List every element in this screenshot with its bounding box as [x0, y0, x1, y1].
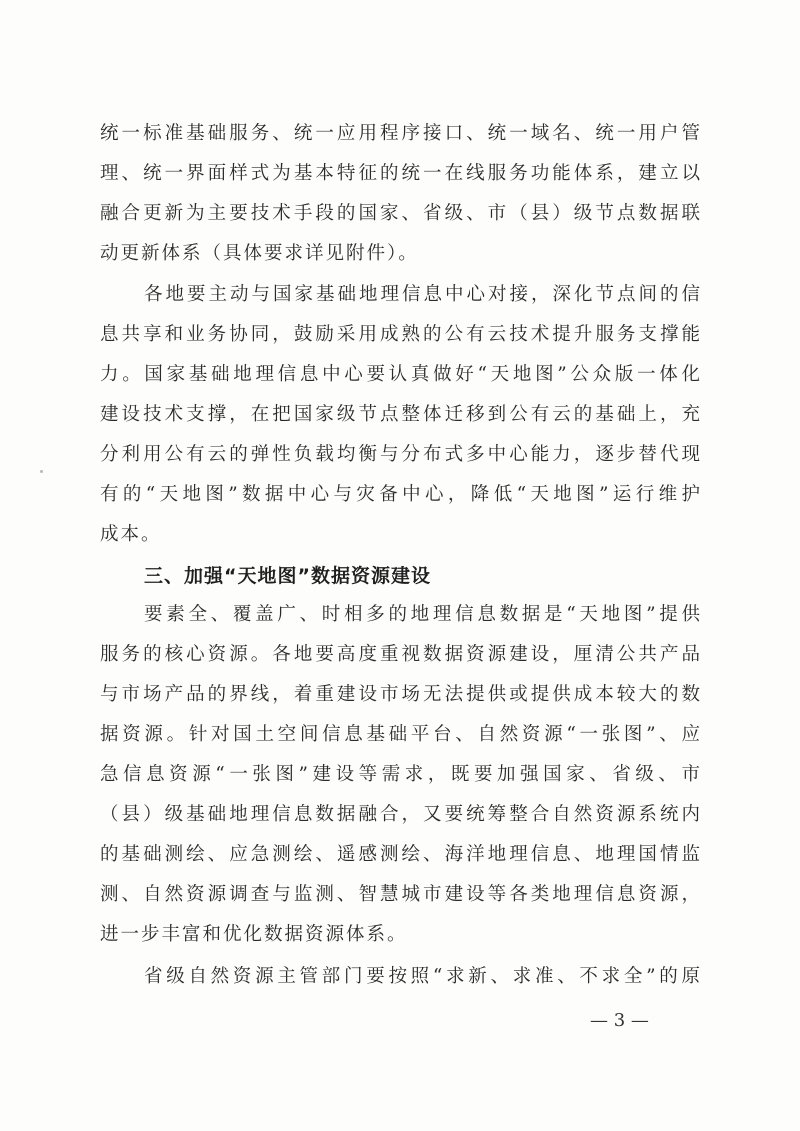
- text-line: 息共享和业务协同，鼓励采用成熟的公有云技术提升服务支撑能: [100, 324, 700, 345]
- text-line: 进一步丰富和优化数据资源体系。: [100, 924, 408, 945]
- text-line: （县）级基础地理信息数据融合，又要统筹整合自然资源系统内: [100, 804, 700, 825]
- page-number: — 3 —: [590, 1010, 649, 1031]
- text-line: 建设技术支撑，在把国家级节点整体迁移到公有云的基础上，充: [100, 404, 700, 425]
- text-line: 的基础测绘、应急测绘、遥感测绘、海洋地理信息、地理国情监: [100, 844, 700, 865]
- text-line: 成本。: [100, 524, 162, 545]
- text-line: 各地要主动与国家基础地理信息中心对接，深化节点间的信: [144, 284, 700, 305]
- text-line: 有的“天地图”数据中心与灾备中心，降低“天地图”运行维护: [100, 484, 700, 505]
- text-line: 服务的核心资源。各地要高度重视数据资源建设，厘清公共产品: [100, 644, 700, 665]
- text-line: 统一标准基础服务、统一应用程序接口、统一域名、统一用户管: [100, 123, 700, 144]
- text-line: 融合更新为主要技术手段的国家、省级、市（县）级节点数据联: [100, 203, 700, 224]
- text-line: 理、统一界面样式为基本特征的统一在线服务功能体系，建立以: [100, 163, 700, 184]
- scan-speck: [40, 470, 43, 473]
- section-heading: 三、加强“天地图”数据资源建设: [144, 565, 431, 587]
- text-line: 急信息资源“一张图”建设等需求，既要加强国家、省级、市: [100, 764, 700, 785]
- text-line: 分利用公有云的弹性负载均衡与分布式多中心能力，逐步替代现: [100, 444, 700, 465]
- text-line: 与市场产品的界线，着重建设市场无法提供或提供成本较大的数: [100, 684, 700, 705]
- text-line: 省级自然资源主管部门要按照“求新、求准、不求全”的原: [144, 966, 700, 987]
- text-line: 要素全、覆盖广、时相多的地理信息数据是“天地图”提供: [144, 604, 700, 625]
- text-line: 据资源。针对国土空间信息基础平台、自然资源“一张图”、应: [100, 724, 700, 745]
- text-line: 力。国家基础地理信息中心要认真做好“天地图”公众版一体化: [100, 364, 700, 385]
- text-line: 动更新体系（具体要求详见附件）。: [100, 243, 419, 264]
- text-line: 测、自然资源调查与监测、智慧城市建设等各类地理信息资源，: [100, 884, 700, 905]
